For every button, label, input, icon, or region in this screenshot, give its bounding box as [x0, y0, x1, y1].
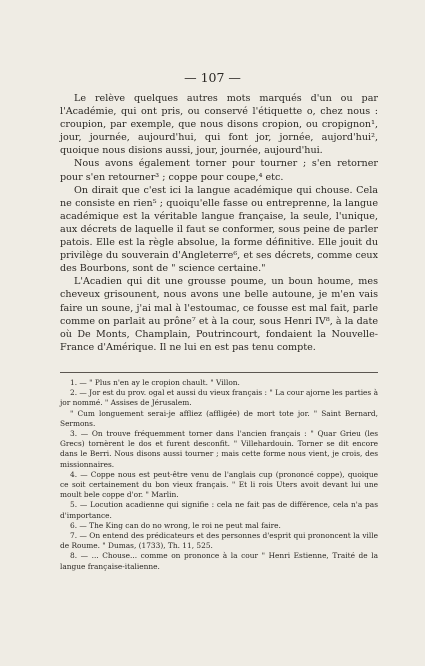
footnote: 1. — " Plus n'en ay le cropion chault. " Villon. [70, 378, 240, 387]
paragraph: L'Acadien qui dit une grousse poume, un boun houme, mes cheveux grisounent, nous avons une belle autoune, je m'en vais faire un soune, j'ai mal à l'estoumac, ce fousse est mal fait, parle comme on parlait au prône⁷ et à la cour, sous Henri IV⁸, à la date où De Monts, Champlain, Poutrincourt, fondaient la Nouvelle-France d'Amérique. Il ne lui en est pas tenu compte. [60, 276, 378, 353]
paragraph: On dirait que c'est ici la langue académique qui chouse. Cela ne consiste en rien⁵ ; quoiqu'elle fasse ou entreprenne, la langue académique est la véritable langue française, la seule, l'unique, aux décrets de laquelle il faut se conformer, sous peine de parler patois. Elle est la règle absolue, la forme définitive. Elle jouit du privilège du souverain d'Angleterre⁶, et ses décrets, comme ceux des Bourbons, sont de " science certaine." [60, 184, 378, 275]
footnote: 5. — Locution acadienne qui signifie : cela ne fait pas de différence, cela n'a pas d'importance. [60, 500, 378, 520]
footnote: " Cum longuement serai-je affliez (affligée) de mort tote jor. " Saint Bernard, Sermons. [60, 408, 378, 428]
footnote: 2. — Jor est du prov. ogal et aussi du vieux français : " La cour ajorne les parties à jor nommé. " Assises de Jérusalem. [60, 388, 378, 408]
page-number: — 107 — [184, 70, 241, 85]
main-text [60, 92, 378, 354]
footnote: 4. — Coppe nous est peut-être venu de l'anglais cup (prononcé coppe), quoique ce soit certainement du bon vieux français. " Et li rois Uters avoit devant lui une moult bele coppe d'or. " Marlin. [60, 469, 378, 500]
footnote: 8. — ... Chouse... comme on prononce à la cour " Henri Estienne, Traité de la langue française-italienne. [60, 551, 378, 571]
paragraph: Nous avons également torner pour tourner ; s'en retorner pour s'en retourner³ ; coppe pour coupe,⁴ etc. [60, 158, 378, 183]
footnote: 6. — The King can do no wrong, le roi ne peut mal faire. [70, 520, 281, 530]
paragraph: Le relève quelques autres mots marqués d'un ou par l'Académie, qui ont pris, ou conservé l'étiquette o, chez nous : croupion, par exemple, que nous disons cropion, ou cropignon¹, jour, journée, aujourd'hui, qui font jor, jornée, aujord'hui², quoique nous disions aussi, jour, journée, aujourd'hui. [60, 93, 378, 157]
footnote-divider [60, 372, 378, 373]
footnote: 7. — On entend des prédicateurs et des personnes d'esprit qui prononcent la ville de Roume. " Dumas, (1733), Th. 11, 525. [60, 531, 378, 551]
footnote: 3. — On trouve fréquemment torner dans l'ancien français : " Quar Grieu (les Grecs) tornèrent le dos et furent desconfit. " Villehardouin. Torner se dit encore dans le Berri. Nous disons aussi tourner ; mais cette forme nous vient, je crois, des missionnaires. [60, 429, 378, 469]
footnotes [60, 378, 378, 572]
